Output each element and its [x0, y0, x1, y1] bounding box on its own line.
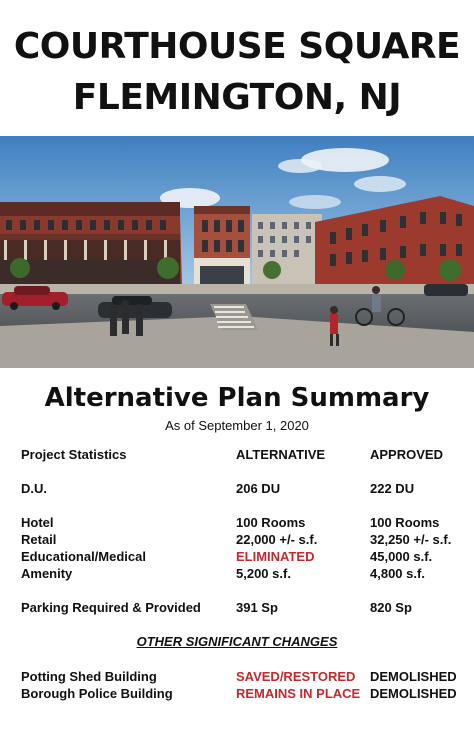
as-of-date: As of September 1, 2020	[165, 418, 309, 433]
row-label-hotel: Hotel	[21, 515, 54, 530]
row-label-du: D.U.	[21, 481, 47, 496]
row-label-amenity: Amenity	[21, 566, 73, 581]
row-educational-medical-approved: 45,000 s.f.	[370, 549, 433, 564]
row-label-potting-shed: Potting Shed Building	[21, 669, 157, 684]
row-hotel-alternative: 100 Rooms	[236, 515, 306, 530]
row-du-alternative: 206 DU	[236, 481, 281, 496]
row-potting-shed-alternative: SAVED/RESTORED	[236, 669, 356, 684]
row-police-building-approved: DEMOLISHED	[370, 686, 457, 701]
row-amenity-alternative: 5,200 s.f.	[236, 566, 291, 581]
architectural-rendering	[0, 136, 474, 368]
row-amenity-approved: 4,800 s.f.	[370, 566, 425, 581]
column-header-approved: APPROVED	[370, 447, 443, 462]
row-label-parking: Parking Required & Provided	[21, 600, 201, 615]
row-retail-alternative: 22,000 +/- s.f.	[236, 532, 318, 547]
column-header-alternative: ALTERNATIVE	[236, 447, 326, 462]
row-hotel-approved: 100 Rooms	[370, 515, 440, 530]
title-line-1: COURTHOUSE SQUARE	[13, 26, 461, 67]
row-educational-medical-alternative: ELIMINATED	[236, 549, 315, 564]
row-police-building-alternative: REMAINS IN PLACE	[236, 686, 361, 701]
row-potting-shed-approved: DEMOLISHED	[370, 669, 457, 684]
other-changes-heading: OTHER SIGNIFICANT CHANGES	[136, 634, 338, 649]
row-parking-approved: 820 Sp	[370, 600, 412, 615]
summary-heading: Alternative Plan Summary	[44, 383, 430, 413]
row-parking-alternative: 391 Sp	[236, 600, 278, 615]
row-retail-approved: 32,250 +/- s.f.	[370, 532, 452, 547]
column-header-project-statistics: Project Statistics	[21, 447, 127, 462]
row-label-retail: Retail	[21, 532, 57, 547]
row-label-police-building: Borough Police Building	[21, 686, 173, 701]
title-line-2: FLEMINGTON, NJ	[72, 77, 402, 118]
row-label-educational-medical: Educational/Medical	[21, 549, 146, 564]
row-du-approved: 222 DU	[370, 481, 415, 496]
